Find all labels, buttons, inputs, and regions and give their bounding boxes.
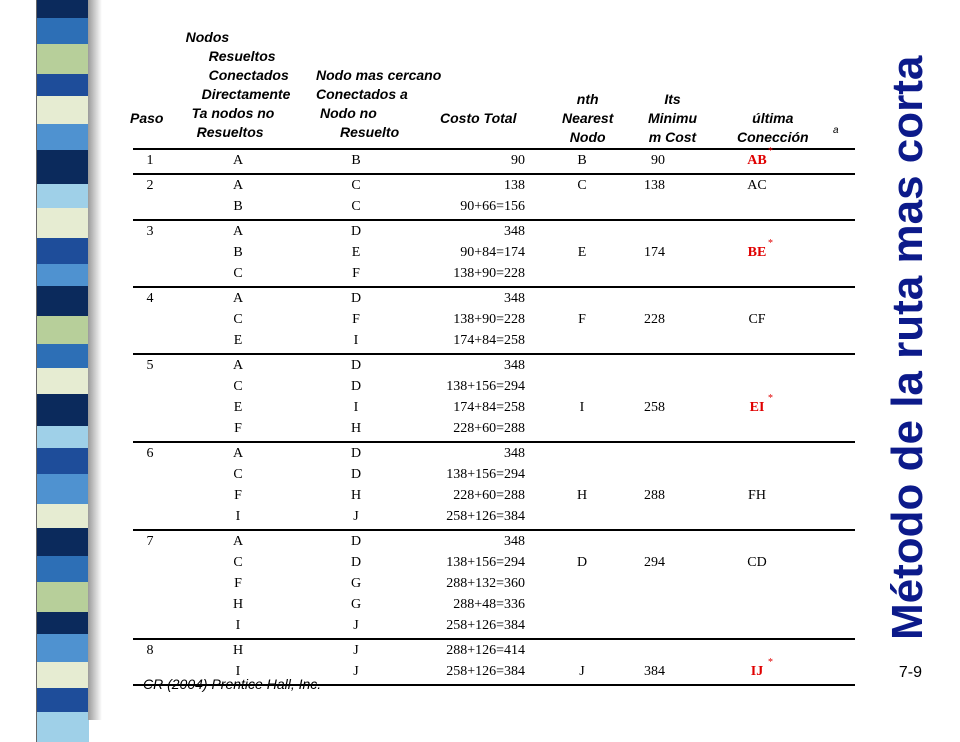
highlight-star: * bbox=[768, 238, 773, 249]
total-cost: 174+84=258 bbox=[453, 333, 525, 348]
solved-node: H bbox=[232, 597, 244, 612]
row-divider bbox=[133, 219, 855, 221]
total-cost: 138+90=228 bbox=[453, 266, 525, 281]
nth-nearest-node: B bbox=[577, 153, 587, 168]
nearest-unsolved-node: G bbox=[350, 576, 362, 591]
nearest-unsolved-node: D bbox=[350, 467, 362, 482]
total-cost: 174+84=258 bbox=[453, 400, 525, 415]
nearest-unsolved-node: F bbox=[352, 312, 360, 327]
nearest-unsolved-node: D bbox=[350, 379, 362, 394]
minimum-cost: 138 bbox=[644, 178, 665, 193]
minimum-cost: 258 bbox=[644, 400, 665, 415]
total-cost: 138+156=294 bbox=[446, 555, 525, 570]
total-cost: 348 bbox=[504, 358, 525, 373]
step-number: 5 bbox=[146, 358, 154, 373]
header-nearest-node: Nodo mas cercano Conectados a Nodo no Resuelto bbox=[316, 67, 442, 140]
nearest-unsolved-node: B bbox=[351, 153, 361, 168]
minimum-cost: 384 bbox=[644, 664, 665, 679]
last-connection: BE bbox=[747, 245, 767, 260]
last-connection: AB bbox=[747, 153, 767, 168]
header-ultima-conexion: última Conección bbox=[737, 110, 809, 145]
total-cost: 138+156=294 bbox=[446, 467, 525, 482]
total-cost: 228+60=288 bbox=[453, 421, 525, 436]
highlight-star: * bbox=[768, 146, 773, 157]
nearest-unsolved-node: I bbox=[353, 333, 359, 348]
step-number: 8 bbox=[146, 643, 154, 658]
slide-title: Método de la ruta mas corta bbox=[883, 55, 932, 640]
solved-node: C bbox=[233, 266, 243, 281]
nearest-unsolved-node: J bbox=[353, 509, 359, 524]
total-cost: 258+126=384 bbox=[446, 618, 525, 633]
row-divider bbox=[133, 638, 855, 640]
nearest-unsolved-node: I bbox=[353, 400, 359, 415]
minimum-cost: 174 bbox=[644, 245, 665, 260]
total-cost: 288+48=336 bbox=[453, 597, 525, 612]
row-divider bbox=[133, 148, 855, 150]
solved-node: B bbox=[233, 245, 243, 260]
solved-node: C bbox=[233, 467, 243, 482]
header-min-cost: Its Minimu m Cost bbox=[648, 91, 697, 145]
page-number: 7-9 bbox=[898, 664, 922, 681]
solved-node: C bbox=[233, 312, 243, 327]
last-connection: EI bbox=[749, 400, 765, 415]
header-footnote-mark: a bbox=[833, 125, 839, 136]
minimum-cost: 294 bbox=[644, 555, 665, 570]
nth-nearest-node: F bbox=[578, 312, 586, 327]
total-cost: 288+126=414 bbox=[446, 643, 525, 658]
last-connection: CD bbox=[747, 555, 767, 570]
header-solved-nodes: Nodos Resueltos Conectados Directamente Ta nodos no Resueltos bbox=[185, 29, 291, 140]
step-number: 4 bbox=[146, 291, 154, 306]
header-paso: Paso bbox=[130, 110, 164, 126]
solved-node: C bbox=[233, 379, 243, 394]
nearest-unsolved-node: E bbox=[351, 245, 361, 260]
total-cost: 228+60=288 bbox=[453, 488, 525, 503]
solved-node: A bbox=[232, 178, 244, 193]
last-connection: FH bbox=[748, 488, 766, 503]
total-cost: 90+66=156 bbox=[460, 199, 525, 214]
nearest-unsolved-node: H bbox=[350, 488, 362, 503]
total-cost: 348 bbox=[504, 446, 525, 461]
header-costo-total: Costo Total bbox=[440, 110, 517, 126]
total-cost: 258+126=384 bbox=[446, 664, 525, 679]
solved-node: F bbox=[234, 421, 242, 436]
total-cost: 90 bbox=[511, 153, 525, 168]
solved-node: A bbox=[232, 153, 244, 168]
row-divider bbox=[133, 173, 855, 175]
nearest-unsolved-node: D bbox=[350, 555, 362, 570]
nearest-unsolved-node: J bbox=[353, 618, 359, 633]
solved-node: A bbox=[232, 446, 244, 461]
solved-node: A bbox=[232, 291, 244, 306]
highlight-star: * bbox=[768, 393, 773, 404]
minimum-cost: 90 bbox=[651, 153, 665, 168]
step-number: 2 bbox=[146, 178, 154, 193]
nearest-unsolved-node: H bbox=[350, 421, 362, 436]
last-connection: IJ bbox=[750, 664, 764, 679]
total-cost: 138+156=294 bbox=[446, 379, 525, 394]
minimum-cost: 228 bbox=[644, 312, 665, 327]
solved-node: A bbox=[232, 358, 244, 373]
total-cost: 90+84=174 bbox=[460, 245, 525, 260]
nearest-unsolved-node: G bbox=[350, 597, 362, 612]
nearest-unsolved-node: D bbox=[350, 291, 362, 306]
row-divider bbox=[133, 286, 855, 288]
row-divider bbox=[133, 441, 855, 443]
nearest-unsolved-node: D bbox=[350, 358, 362, 373]
total-cost: 348 bbox=[504, 291, 525, 306]
nearest-unsolved-node: C bbox=[351, 178, 361, 193]
last-connection: AC bbox=[747, 178, 767, 193]
solved-node: F bbox=[234, 488, 242, 503]
solved-node: F bbox=[234, 576, 242, 591]
step-number: 7 bbox=[146, 534, 154, 549]
nth-nearest-node: C bbox=[577, 178, 587, 193]
total-cost: 348 bbox=[504, 534, 525, 549]
solved-node: I bbox=[235, 618, 241, 633]
solved-node: A bbox=[232, 224, 244, 239]
solved-node: C bbox=[233, 555, 243, 570]
highlight-star: * bbox=[768, 657, 773, 668]
copyright-footer: CR (2004) Prentice Hall, Inc. bbox=[143, 676, 322, 692]
nearest-unsolved-node: D bbox=[350, 534, 362, 549]
solved-node: B bbox=[233, 199, 243, 214]
nearest-unsolved-node: F bbox=[352, 266, 360, 281]
nearest-unsolved-node: C bbox=[351, 199, 361, 214]
nearest-unsolved-node: D bbox=[350, 446, 362, 461]
step-number: 3 bbox=[146, 224, 154, 239]
nearest-unsolved-node: J bbox=[353, 643, 359, 658]
total-cost: 348 bbox=[504, 224, 525, 239]
nth-nearest-node: H bbox=[576, 488, 588, 503]
nth-nearest-node: D bbox=[576, 555, 588, 570]
nth-nearest-node: E bbox=[577, 245, 587, 260]
step-number: 1 bbox=[146, 153, 154, 168]
step-number: 6 bbox=[146, 446, 154, 461]
nearest-unsolved-node: J bbox=[353, 664, 359, 679]
solved-node: H bbox=[232, 643, 244, 658]
solved-node: E bbox=[233, 400, 243, 415]
minimum-cost: 288 bbox=[644, 488, 665, 503]
total-cost: 258+126=384 bbox=[446, 509, 525, 524]
nearest-unsolved-node: D bbox=[350, 224, 362, 239]
row-divider bbox=[133, 353, 855, 355]
total-cost: 288+132=360 bbox=[446, 576, 525, 591]
solved-node: A bbox=[232, 534, 244, 549]
header-nth-nearest: nth Nearest Nodo bbox=[562, 91, 614, 145]
solved-node: I bbox=[235, 509, 241, 524]
solved-node: E bbox=[233, 333, 243, 348]
nth-nearest-node: I bbox=[579, 400, 585, 415]
total-cost: 138 bbox=[504, 178, 525, 193]
total-cost: 138+90=228 bbox=[453, 312, 525, 327]
stripe-shadow bbox=[88, 0, 102, 720]
solved-node: I bbox=[235, 664, 241, 679]
nth-nearest-node: J bbox=[579, 664, 585, 679]
row-divider bbox=[133, 529, 855, 531]
last-connection: CF bbox=[748, 312, 766, 327]
